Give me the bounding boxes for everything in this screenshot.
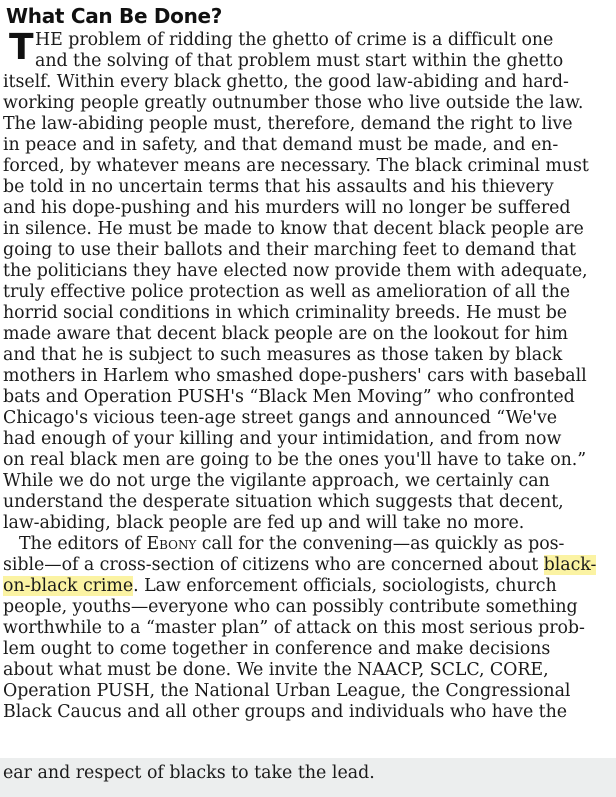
text-line: worthwhile to a “master plan” of attack on this most serious prob-: [3, 618, 585, 638]
text-run: The editors of: [19, 534, 147, 554]
text-line: and the solving of that problem must start within the ghetto: [35, 51, 564, 71]
text-line: on real black men are going to be the ones you'll have to take on.”: [3, 450, 587, 470]
text-line: and his dope-pushing and his murders will no longer be suffered: [3, 198, 571, 218]
text-line: ear and respect of blacks to take the lead.: [3, 763, 375, 783]
text-run: sible—of a cross-section of citizens who are concerned about: [3, 555, 544, 575]
text-line: horrid social conditions in which criminality breeds. He must be: [3, 303, 568, 323]
drop-cap: T: [9, 27, 34, 68]
text-line: going to use their ballots and their marching feet to demand that: [3, 240, 576, 260]
text-line: lem ought to come together in conference and make decisions: [3, 639, 551, 659]
text-line: forced, by whatever means are necessary. The black criminal must: [3, 156, 589, 176]
highlighted-text: black-: [543, 555, 597, 575]
text-line: had enough of your killing and your intimidation, and from now: [3, 429, 562, 449]
text-line: understand the desperate situation which suggests that decent,: [3, 492, 564, 512]
text-line: mothers in Harlem who smashed dope-pushers' cars with baseball: [3, 366, 587, 386]
text-line: be told in no uncertain terms that his assaults and his thievery: [3, 177, 554, 197]
text-line: bats and Operation PUSH's “Black Men Moving” who confronted: [3, 387, 575, 407]
text-line: truly effective police protection as well as amelioration of all the: [3, 282, 570, 302]
text-line: people, youths—everyone who can possibly contribute something: [3, 597, 578, 617]
text-line: in silence. He must be made to know that decent black people are: [3, 219, 584, 239]
text-line: Black Caucus and all other groups and individuals who have the: [3, 702, 567, 722]
text-line: [3, 576, 557, 597]
text-line: Operation PUSH, the National Urban League, the Congressional: [3, 681, 571, 701]
text-line: itself. Within every black ghetto, the good law-abiding and hard-: [3, 72, 569, 92]
text-line: the politicians they have elected now provide them with adequate,: [3, 261, 588, 281]
text-line: HE problem of ridding the ghetto of crime is a difficult one: [35, 30, 554, 50]
text-line: working people greatly outnumber those who live outside the law.: [3, 93, 584, 113]
highlighted-text: on-black crime: [3, 576, 134, 596]
text-line: [3, 555, 596, 576]
magazine-name: Ebony: [146, 534, 197, 554]
text-run: . Law enforcement officials, sociologists, church: [133, 576, 557, 596]
section-heading: What Can Be Done?: [6, 4, 223, 28]
text-line: in peace and in safety, and that demand must be made, and en-: [3, 135, 559, 155]
text-line: The law-abiding people must, therefore, demand the right to live: [3, 114, 573, 134]
text-line: and that he is subject to such measures as those taken by black: [3, 345, 563, 365]
text-run: call for the convening—as quickly as pos-: [196, 534, 565, 554]
text-line: While we do not urge the vigilante approach, we certainly can: [3, 471, 550, 491]
text-line: made aware that decent black people are on the lookout for him: [3, 324, 568, 344]
text-line: [19, 534, 564, 555]
text-line: about what must be done. We invite the NAACP, SCLC, CORE,: [3, 660, 549, 680]
text-line: law-abiding, black people are fed up and will take no more.: [3, 513, 525, 533]
text-line: Chicago's vicious teen-age street gangs and announced “We've: [3, 408, 557, 428]
